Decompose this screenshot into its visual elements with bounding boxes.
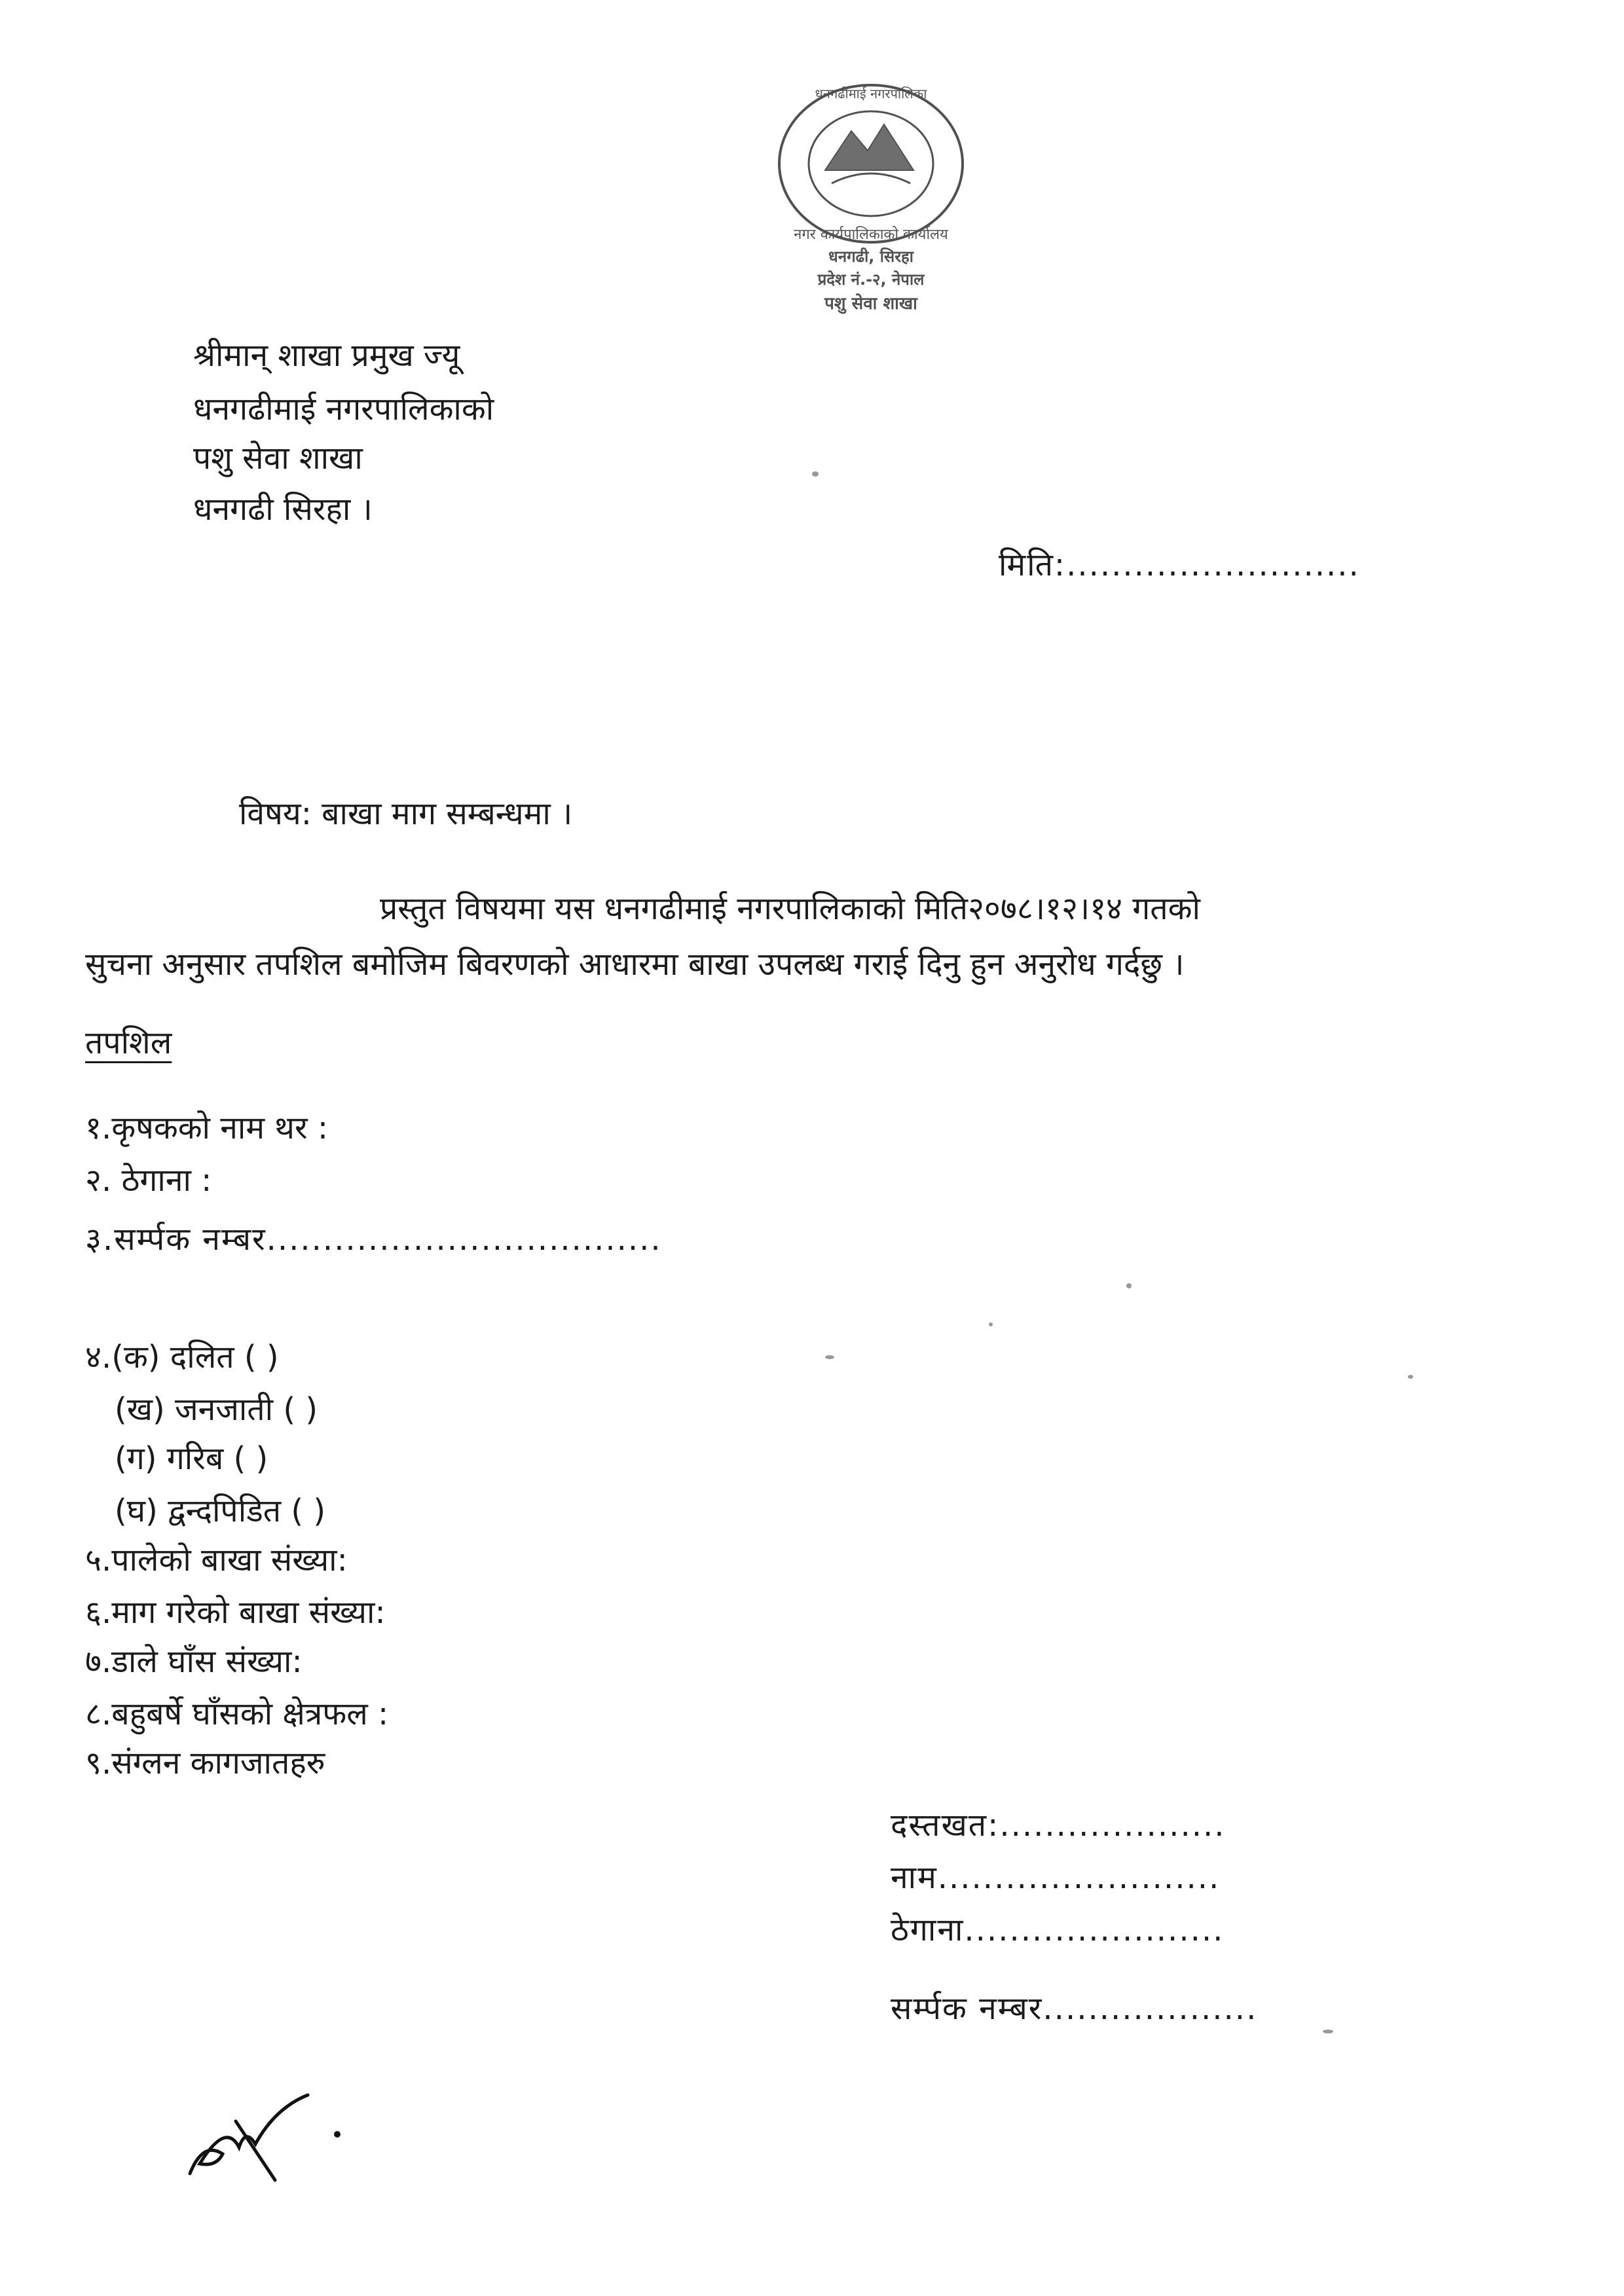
name-field: नाम......................... — [891, 1859, 1221, 1896]
scan-speck — [825, 1355, 834, 1359]
scan-speck — [1126, 1283, 1132, 1288]
handwritten-signature — [177, 2082, 347, 2187]
scan-speck — [1323, 2030, 1333, 2033]
body-line-2: सुचना अनुसार तपशिल बमोजिम बिवरणको आधारमा बाखा उपलब्ध गराई दिनु हुन अनुरोध गर्दछु । — [85, 946, 1185, 983]
detail-item-4b: (ख) जनजाती ( ) — [115, 1391, 318, 1428]
stamp-line4: प्रदेश नं.-२, नेपाल — [817, 270, 925, 289]
address-line-1: श्रीमान् शाखा प्रमुख ज्यू — [193, 337, 460, 374]
scan-speck — [1408, 1375, 1413, 1379]
stamp-line3: धनगढी, सिरहा — [828, 247, 914, 266]
address-line-4: धनगढी सिरहा । — [193, 491, 373, 528]
subject-line: विषय: बाखा माग सम्बन्धमा । — [239, 795, 573, 832]
contact-field: सर्म्पक नम्बर................... — [891, 1990, 1258, 2027]
official-stamp — [733, 72, 995, 321]
detail-item-7: ७.डाले घाँस संख्या: — [85, 1643, 303, 1680]
date-field: मिति:.......................... — [999, 547, 1360, 583]
address-field: ठेगाना....................... — [891, 1912, 1225, 1948]
detail-item-2: २. ठेगाना : — [85, 1162, 212, 1199]
detail-item-4c: (ग) गरिब ( ) — [115, 1440, 268, 1477]
sign-field: दस्तखत:.................... — [891, 1807, 1226, 1844]
scan-speck — [989, 1322, 993, 1326]
scan-speck — [812, 471, 819, 477]
stamp-line5: पशु सेवा शाखा — [824, 294, 917, 314]
detail-item-6: ६.माग गरेको बाखा संख्या: — [85, 1594, 386, 1631]
detail-item-8: ८.बहुबर्षे घाँसको क्षेत्रफल : — [85, 1696, 389, 1732]
stamp-line2: नगर कार्यपालिकाको कार्यालय — [794, 227, 948, 243]
detail-item-5: ५.पालेको बाखा संख्या: — [85, 1542, 348, 1578]
stamp-line1: धनगढीमाई नगरपालिका — [815, 86, 927, 101]
detail-item-4a: ४.(क) दलित ( ) — [85, 1339, 279, 1376]
address-line-2: धनगढीमाई नगरपालिकाको — [193, 391, 494, 428]
body-line-1: प्रस्तुत विषयमा यस धनगढीमाई नगरपालिकाको मिति२०७८।१२।१४ गतको — [380, 890, 1200, 927]
detail-item-4d: (घ) द्वन्दपिडित ( ) — [115, 1493, 326, 1529]
detail-item-1: १.कृषकको नाम थर : — [85, 1110, 329, 1146]
details-heading: तपशिल — [85, 1025, 172, 1061]
detail-item-3: ३.सर्म्पक नम्बर................................... — [85, 1221, 662, 1258]
detail-item-9: ९.संग्लन कागजातहरु — [85, 1745, 325, 1781]
address-line-3: पशु सेवा शाखा — [193, 440, 363, 477]
